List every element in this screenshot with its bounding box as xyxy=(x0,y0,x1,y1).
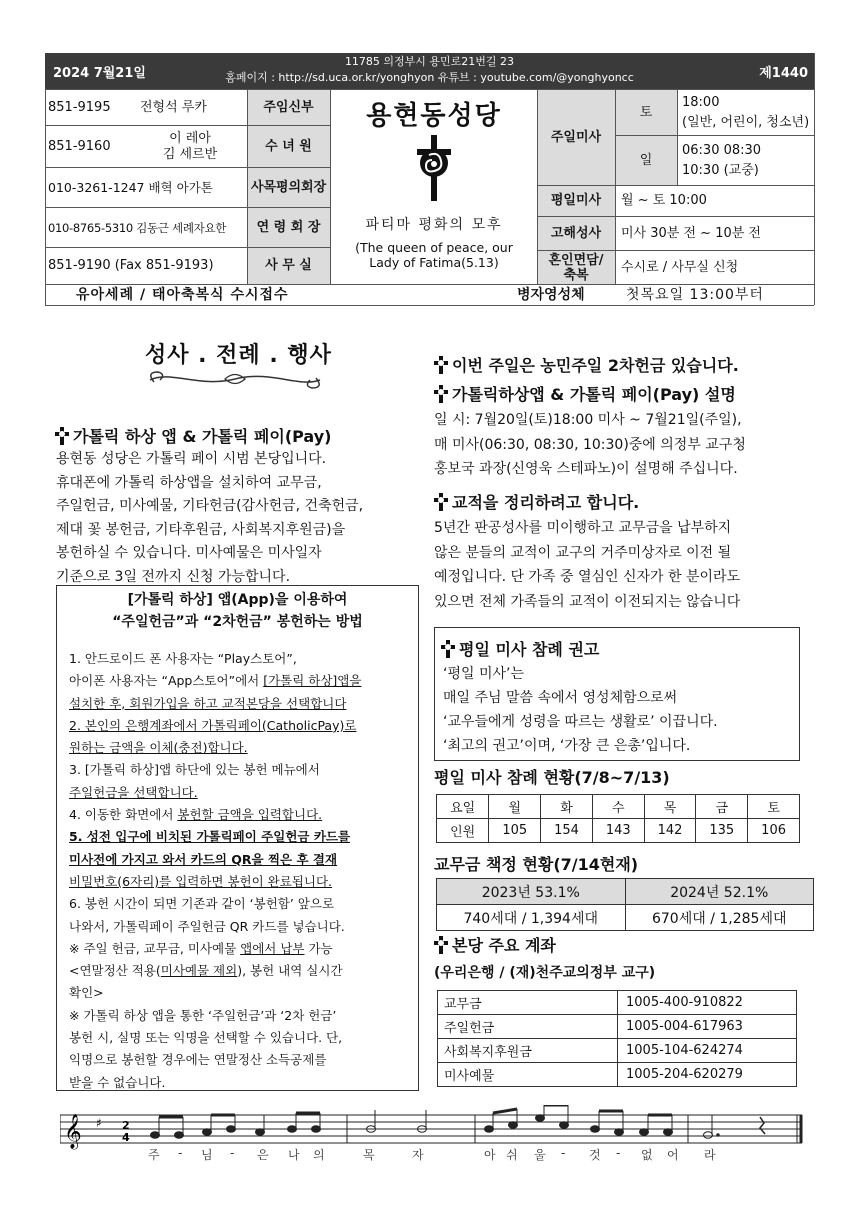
lyric: 것 xyxy=(589,1148,601,1162)
convent-name-1: 이 레아 xyxy=(169,130,211,146)
lyric: 님 xyxy=(201,1148,213,1162)
lyric: - xyxy=(561,1146,566,1160)
dues-head: 2023년 53.1% xyxy=(437,879,626,905)
pay-howto-box xyxy=(56,585,419,1091)
attendance-title: 평일 미사 참례 현황(7/8~7/13) xyxy=(434,768,670,787)
accounts-title: 본당 주요 계좌 xyxy=(452,936,556,955)
cross-bullet-icon xyxy=(434,385,448,403)
dues-cell: 740세대 / 1,394세대 xyxy=(437,905,626,931)
dues-cell: 670세대 / 1,285세대 xyxy=(625,905,814,931)
attend-head: 토 xyxy=(748,795,800,819)
note1-a-post: 가능 xyxy=(304,940,333,956)
note1-b: <연말정산 적용( xyxy=(69,963,161,979)
church-emblem-icon xyxy=(409,133,459,205)
lyric: 의 xyxy=(313,1148,325,1162)
attendance-row xyxy=(437,819,800,843)
lyric: 아 xyxy=(484,1148,496,1162)
role-pastor: 주임신부 xyxy=(247,90,330,125)
convent-phone: 851-9160 xyxy=(48,138,111,154)
step6-b: 나와서, 가톨릭페이 주일헌금 QR 카드를 넣습니다. xyxy=(69,918,345,934)
attend-head: 월 xyxy=(489,795,541,819)
church-address: 11785 의정부시 용민로21번길 23 xyxy=(344,55,515,68)
sun-label: 일 xyxy=(615,136,677,185)
howto-title-1: [가톨릭 하상] 앱(App)을 이용하여 xyxy=(127,592,348,608)
baptism-notice: 유아세례 / 태아축복식 수시접수 xyxy=(76,287,289,303)
register-cleanup-title: 교적을 정리하려고 합니다. xyxy=(452,493,640,512)
notice-second-collection: 이번 주일은 농민주일 2차헌금 있습니다. xyxy=(452,356,739,375)
note1-c: 확인> xyxy=(69,985,104,1001)
account-number: 1005-004-617963 xyxy=(618,1015,797,1039)
dues-table xyxy=(436,878,814,931)
sick-communion-label: 병자영성체 xyxy=(517,287,585,303)
attend-cell: 142 xyxy=(644,819,696,843)
role-funeral: 연 령 회 장 xyxy=(247,208,330,247)
note2-d: 받을 수 없습니다. xyxy=(69,1074,166,1090)
pay-line: 기준으로 3일 전까지 신청 가능합니다. xyxy=(56,568,291,585)
lyric: - xyxy=(178,1146,183,1160)
text-line: 예정입니다. 단 가족 중 열심인 신자가 한 분이라도 xyxy=(434,569,741,585)
text-line: 일 시: 7월20일(토)18:00 미사 ~ 7월21일(주일), xyxy=(434,412,742,428)
cross-bullet-icon xyxy=(434,356,448,374)
box-line: ‘평일 미사’는 xyxy=(443,666,524,682)
account-name: 주일헌금 xyxy=(438,1015,618,1039)
cross-bullet-icon xyxy=(434,936,448,954)
weekday-mass-value: 월 ~ 토 10:00 xyxy=(621,193,707,208)
role-office: 사 무 실 xyxy=(247,248,330,284)
account-number: 1005-400-910822 xyxy=(618,991,797,1015)
header-bar xyxy=(45,53,814,89)
step6-a: 6. 봉헌 시간이 되면 기존과 같이 ‘봉헌함’ 앞으로 xyxy=(69,896,335,912)
step1-b-underline: [가톨릭 하상]앱을 xyxy=(263,673,362,689)
attend-head: 수 xyxy=(592,795,644,819)
attendance-table xyxy=(436,794,800,843)
note1-a: ※ 주일 헌금, 교무금, 미사예물 xyxy=(69,940,241,956)
dues-title: 교무금 책정 현황(7/14현재) xyxy=(434,855,639,874)
accounts-table xyxy=(437,990,797,1087)
pastor-phone: 851-9195 xyxy=(48,99,111,115)
step5-c: 비밀번호(6자리)를 입력하면 봉헌이 완료됩니다. xyxy=(69,873,333,889)
text-line: 매 미사(06:30, 08:30, 10:30)중에 의정부 교구청 xyxy=(434,436,746,453)
attend-head: 목 xyxy=(644,795,696,819)
text-line: 5년간 판공성사를 미이행하고 교무금을 납부하지 xyxy=(434,520,732,536)
role-convent: 수 녀 원 xyxy=(247,126,330,167)
cross-bullet-icon xyxy=(434,493,448,511)
lyric: 자 xyxy=(412,1148,424,1162)
marriage-label-2: 축복 xyxy=(563,267,589,283)
weekday-box-title: 평일 미사 참례 권고 xyxy=(459,640,600,659)
lyric: 없 xyxy=(641,1148,653,1162)
lyric: 울 xyxy=(534,1148,546,1162)
lyric: - xyxy=(616,1146,621,1160)
lyric: 쉬 xyxy=(506,1148,518,1162)
register-cleanup-text xyxy=(434,516,814,614)
sunday-mass-label: 주일미사 xyxy=(537,90,615,185)
homepage-youtube: 홈페이지 : http://sd.uca.or.kr/yonghyon 유튜브 : youtube.com/@yonghyoncc xyxy=(225,71,634,84)
step3-b: 주일헌금을 선택합니다. xyxy=(69,784,198,800)
box-line: 매일 주님 말씀 속에서 영성체함으로써 xyxy=(443,690,678,706)
pastor-name: 전형석 루카 xyxy=(140,99,207,115)
funeral-contact: 010-8765-5310 김동근 세례자요한 xyxy=(48,220,227,235)
account-name: 사회복지후원금 xyxy=(438,1039,618,1063)
pay-line: 주일헌금, 미사예물, 기타헌금(감사헌금, 건축헌금, xyxy=(56,498,364,514)
ornament-divider-icon xyxy=(140,368,330,390)
note1-b-post: ), 봉헌 내역 실시간 xyxy=(237,963,343,979)
cross-bullet-icon xyxy=(55,427,69,445)
attend-cell: 인원 xyxy=(437,819,489,843)
attend-head: 요일 xyxy=(437,795,489,819)
sun-time-2: 10:30 (교중) xyxy=(682,162,759,178)
account-name: 미사예물 xyxy=(438,1063,618,1087)
marriage-value: 수시로 / 사무실 신청 xyxy=(621,259,739,275)
treble-clef-icon: 𝄞 xyxy=(64,1114,82,1149)
svg-text:2: 2 xyxy=(122,1119,130,1132)
church-motto: 파티마 평화의 모후 xyxy=(365,217,503,233)
lyric: 어 xyxy=(667,1148,679,1162)
sat-time: 18:00 xyxy=(682,95,720,110)
attend-cell: 106 xyxy=(748,819,800,843)
church-name: 용현동성당 xyxy=(366,101,502,131)
text-line: 있으면 전체 가족들의 교적이 이전되지는 않습니다 xyxy=(434,593,741,610)
cross-bullet-icon xyxy=(441,640,455,658)
step1-a: 1. 안드로이드 폰 사용자는 “Play스토어”, xyxy=(69,651,297,666)
section-title: 성사 . 전례 . 행사 xyxy=(145,343,332,368)
sat-label: 토 xyxy=(615,90,677,135)
lyric: 라 xyxy=(704,1148,716,1162)
step5-a: 5. 성전 입구에 비치된 가톨릭페이 주일헌금 카드를 xyxy=(69,829,351,845)
motto-en-1: (The queen of peace, our xyxy=(355,240,513,255)
lyric: 나 xyxy=(288,1148,300,1162)
attend-cell: 135 xyxy=(696,819,748,843)
issue-number: 제1440 xyxy=(759,66,808,81)
step2-a: 2. 본인의 은행계좌에서 가톨릭페이(CatholicPay)로 xyxy=(69,717,357,733)
pay-explanation-title: 가톨릭하상앱 & 가톨릭 페이(Pay) 설명 xyxy=(452,385,736,404)
step1-c: 설치한 후, 회원가입을 하고 교적본당을 선택합니다 xyxy=(69,695,347,711)
motto-en-2: Lady of Fatima(5.13) xyxy=(369,255,499,270)
confession-label: 고해성사 xyxy=(537,217,615,250)
svg-text:♯: ♯ xyxy=(96,1116,102,1130)
note1-b-underline: 미사예물 제외 xyxy=(160,963,238,979)
dues-head: 2024년 52.1% xyxy=(625,879,814,905)
pay-line: 용현동 성당은 가톨릭 페이 시범 본당입니다. xyxy=(56,451,327,467)
text-line: 홍보국 과장(신영욱 스테파노)이 설명해 주십니다. xyxy=(434,461,738,477)
council-contact: 010-3261-1247 배혁 아가톤 xyxy=(48,179,213,195)
sick-communion-value: 첫목요일 13:00부터 xyxy=(626,287,764,303)
attend-cell: 105 xyxy=(489,819,541,843)
step3-a: 3. [가톨릭 하상]앱 하단에 있는 봉헌 메뉴에서 xyxy=(69,762,320,778)
pay-description xyxy=(56,448,416,589)
accounts-bank: (우리은행 / (재)천주교의정부 교구) xyxy=(434,965,656,981)
confession-value: 미사 30분 전 ~ 10분 전 xyxy=(621,225,761,241)
svg-text:4: 4 xyxy=(122,1131,130,1144)
convent-name-2: 김 세르반 xyxy=(162,146,218,162)
account-number: 1005-204-620279 xyxy=(618,1063,797,1087)
step1-b: 아이폰 사용자는 “App스토어”에서 xyxy=(69,673,264,689)
pay-title: 가톨릭 하상 앱 & 가톨릭 페이(Pay) xyxy=(73,427,332,446)
note2-a: ※ 가톨릭 하상 앱을 통한 ‘주일헌금’과 ‘2차 헌금’ xyxy=(69,1007,337,1023)
text-line: 않은 분들의 교적이 교구의 거주미상자로 이전 될 xyxy=(434,544,732,561)
weekday-mass-box xyxy=(434,627,800,761)
lyric: 목 xyxy=(363,1148,375,1162)
sun-time-1: 06:30 08:30 xyxy=(682,142,762,158)
weekday-mass-label: 평일미사 xyxy=(537,186,615,216)
attend-cell: 143 xyxy=(592,819,644,843)
pay-line: 제대 꽃 봉헌금, 기타후원금, 사회복지후원금)을 xyxy=(56,521,346,538)
account-number: 1005-104-624274 xyxy=(618,1039,797,1063)
step5-b: 미사전에 가지고 와서 카드의 QR을 찍은 후 결재 xyxy=(69,851,338,867)
sat-note: (일반, 어린이, 청소년) xyxy=(682,115,810,130)
step4-underline: 봉헌할 금액을 입력합니다. xyxy=(177,807,323,823)
howto-title-2: “주일헌금”과 “2차헌금” 봉헌하는 방법 xyxy=(112,614,363,630)
lyric: - xyxy=(230,1146,235,1160)
attend-cell: 154 xyxy=(541,819,593,843)
issue-date: 2024 7월21일 xyxy=(53,66,146,81)
attendance-header-row xyxy=(437,795,800,819)
note2-b: 봉헌 시, 실명 또는 익명을 선택할 수 있습니다. 단, xyxy=(69,1030,343,1046)
lyrics xyxy=(0,1146,860,1166)
lyric: 은 xyxy=(257,1148,269,1162)
role-council: 사목평의회장 xyxy=(247,168,330,207)
pay-explanation-text xyxy=(434,408,814,482)
box-line: ‘교우들에게 성령을 따르는 생활로’ 이끕니다. xyxy=(443,714,718,730)
account-name: 교무금 xyxy=(438,991,618,1015)
pay-line: 봉헌하실 수 있습니다. 미사예물은 미사일자 xyxy=(56,545,322,561)
note2-c: 익명으로 봉헌할 경우에는 연말정산 소득공제를 xyxy=(69,1052,327,1068)
step2-b: 원하는 금액을 이체(충전)합니다. xyxy=(69,740,248,756)
lyric: 주 xyxy=(148,1148,160,1162)
step4: 4. 이동한 화면에서 xyxy=(69,807,178,823)
box-line: ‘최고의 권고’이며, ‘가장 큰 은총’입니다. xyxy=(443,738,691,754)
office-contact: 851-9190 (Fax 851-9193) xyxy=(48,258,214,273)
marriage-label-1: 혼인면담/ xyxy=(548,252,604,268)
attend-head: 금 xyxy=(696,795,748,819)
attend-head: 화 xyxy=(541,795,593,819)
pay-line: 휴대폰에 가톨릭 하상앱을 설치하여 교무금, xyxy=(56,474,322,491)
note1-a-underline: 앱에서 납부 xyxy=(240,940,305,956)
